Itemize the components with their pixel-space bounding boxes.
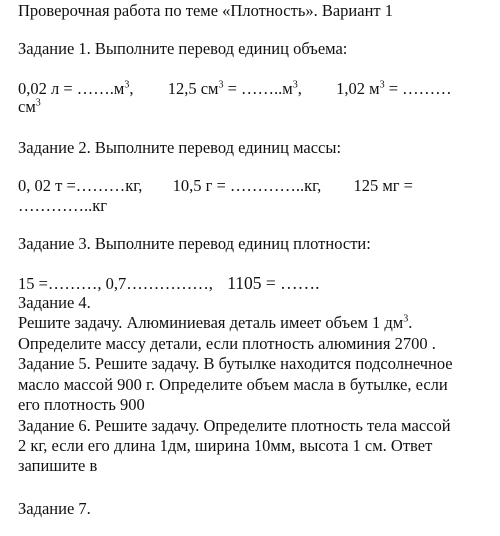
task5-line1: Задание 5. Решите задачу. В бутылке находится подсолнечное xyxy=(18,354,453,373)
task2-item-b: 10,5 г = …………..кг, xyxy=(172,176,322,195)
task2-item-c: 125 мг = xyxy=(353,176,413,195)
task4-heading: Задание 4. xyxy=(18,293,91,312)
task3-heading: Задание 3. Выполните перевод единиц плотности: xyxy=(18,234,371,253)
task6-line3: запишите в xyxy=(18,456,98,475)
task6-line1: Задание 6. Решите задачу. Определите плотность тела массой xyxy=(18,416,451,435)
task6-line2: 2 кг, если его длина 1дм, ширина 10мм, высота 1 см. Ответ xyxy=(18,436,433,455)
task2-heading: Задание 2. Выполните перевод единиц массы: xyxy=(18,138,342,157)
task1-wrap: $см^3$ xyxy=(18,97,41,116)
task1-item-b: 12,5 см xyxy=(167,79,219,98)
task3-item-a: 15 =………, 0,7……………, xyxy=(18,274,213,293)
task1-heading: Задание 1. Выполните перевод единиц объема: xyxy=(18,39,348,58)
task7-heading: Задание 7. xyxy=(18,499,91,518)
task2-line xyxy=(18,176,413,196)
task1-line: 0,02 $л = \dots\dots.м^3$, 12,5 $см^3$ = $\dots\dots..м^3$, 1,02 $м^3$ = ……… xyxy=(18,79,452,98)
task4-line1: Решите задачу. Алюминиевая деталь имеет объем 1 $дм^3$. xyxy=(18,313,413,332)
task4-line2: Определите массу детали, если плотность алюминия 2700 . xyxy=(18,334,436,353)
task2-item-a: 0, 02 т =………кг, xyxy=(18,176,143,195)
document-title: Проверочная работа по теме «Плотность». Вариант 1 xyxy=(18,1,394,20)
task3-line xyxy=(18,273,320,294)
task2-wrap: …………..кг xyxy=(18,196,108,215)
task5-line3: его плотность 900 xyxy=(18,395,145,414)
task1-item-c: 1,02 м xyxy=(336,79,380,98)
task1-item-a: 0,02 л = …….м xyxy=(18,79,125,98)
task1-exp-a: 3 xyxy=(124,79,130,91)
task3-item-b: 1105 = ……. xyxy=(227,273,320,293)
task5-line2: масло массой 900 г. Определите объем масла в бутылке, если xyxy=(18,375,448,394)
